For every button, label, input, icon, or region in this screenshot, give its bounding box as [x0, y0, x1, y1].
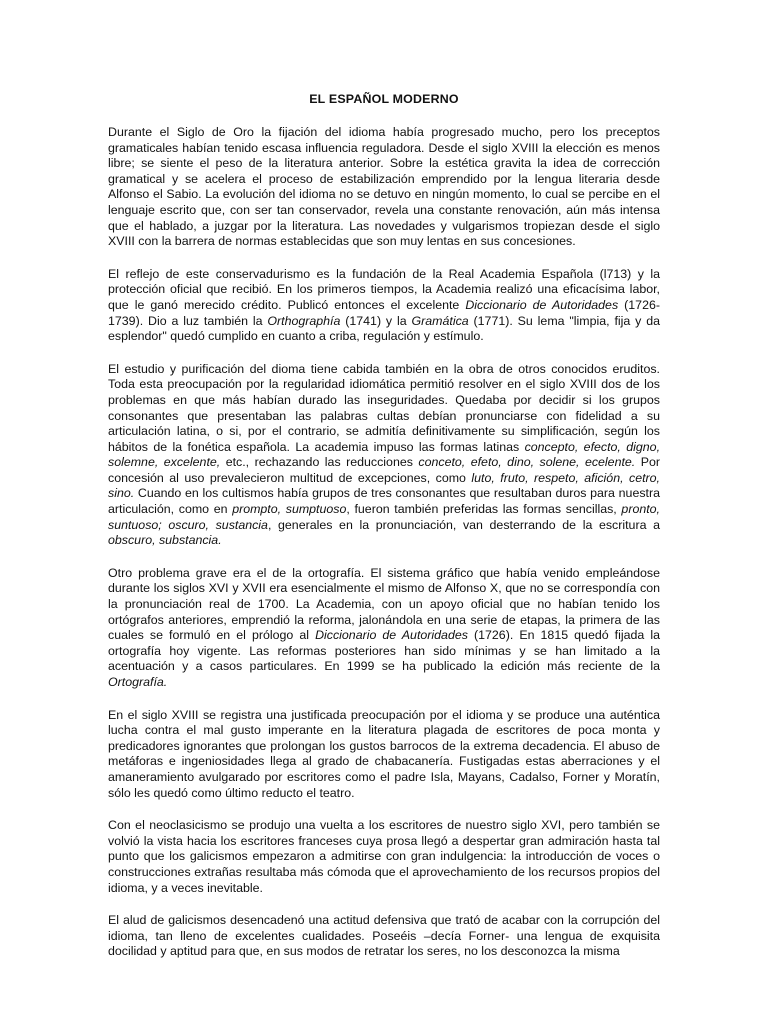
italic-words: prompto, sumptuoso [232, 502, 347, 517]
paragraph-4 [108, 566, 660, 691]
italic-words: concepto, efecto, digno, solemne, excelente, [108, 439, 661, 470]
paragraph-text: Con el neoclasicismo se produjo una vuelta a los escritores de nuestro siglo XVI, pero también se volvió la vista hacia los escritores franceses cuya prosa llegó a despertar gran admiración hasta tal punto que los galicismos empezaron a admitirse con gran indulgencia: la introducción de voces o construcciones extrañas resultaba más cómoda que el aprovechamiento de los recursos propios del idioma, y a veces inevitable. [108, 818, 660, 895]
paragraph-text: El estudio y purificación del dioma tiene cabida también en la obra de otros conocidos eruditos. Toda esta preocupación por la regularidad idiomática permitió resolver en el siglo XVIII dos de los problemas en que más habían durado las inseguridades. Quedaba por decidir si los grupos consonantes que presentaban las palabras cultas debían pronunciarse con fidelidad a su articulación latina, o si, por el contrario, se admitía definitivamente su simplificación, según los hábitos de la fonética española. La academia impuso las formas latinas [108, 361, 660, 454]
paragraph-text: En el siglo XVIII se registra una justificada preocupación por el idioma y se produce una auténtica lucha contra el mal gusto imperante en la literatura plagada de escritores de poca monta y predicadores ignorantes que prolongan los gustos barrocos de la extrema decadencia. El abuso de metáforas e ingeniosidades llega al grado de chabacanería. Fustigadas estas aberraciones y el amaneramiento avulgarado por escritores como el padre Isla, Mayans, Cadalso, Forner y Moratín, sólo les quedó como último reducto el teatro. [108, 707, 660, 800]
paragraph-6 [108, 818, 660, 896]
italic-words: pronto, suntuoso; oscuro, sustancia [108, 502, 660, 532]
paragraph-text: Durante el Siglo de Oro la fijación del idioma había progresado mucho, pero los preceptos gramaticales habían tenido escasa influencia reguladora. Desde el siglo XVIII la elección es menos libre; se siente el peso de la literatura anterior. Sobre la estética gravita la idea de corrección gramatical y se acelera el proceso de estabilización emprendido por la lengua literaria desde Alfonso el Sabio. La evolución del idioma no se detuvo en ningún momento, lo cual se percibe en el lenguaje escrito que, con ser tan conservador, revela una constante renovación, aún más intensa que el hablado, a juzgar por la literatura. Las novedades y vulgarismos tropiezan desde el siglo XVIII con la barrera de normas establecidas que son muy lentas en sus concesiones. [108, 125, 660, 249]
paragraph-2 [108, 267, 660, 345]
paragraph-text: (1726). En 1815 quedó fijada la ortografía hoy vigente. Las reformas posteriores han sido mínimas y se han limitado a la acentuación y a casos particulares. En 1999 se ha publicado la edición más reciente de la [108, 628, 661, 674]
paragraph-text: , generales en la pronunciación, van desterrando de la escritura a [267, 517, 660, 532]
italic-words: luto, fruto, respeto, afición, cetro, sino. [108, 470, 660, 501]
paragraph-1 [108, 125, 660, 250]
paragraph-5 [108, 708, 660, 802]
book-title-diccionario: Diccionario de Autoridades [315, 628, 468, 643]
paragraph-text: etc., rechazando las reducciones [220, 455, 419, 470]
book-title-ortografia: Ortografía. [108, 675, 168, 689]
paragraph-text: El alud de galicismos desencadenó una actitud defensiva que trató de acabar con la corrupción del idioma, tan lleno de excelentes cualidades. Poseéis –decía Forner- una lengua de exquisita docilidad y aptitud para que, en sus modos de retratar los seres, no los desconozca la misma [108, 913, 660, 959]
book-title-gramatica: Gramática [411, 313, 469, 328]
book-title-orthographia: Orthographía [267, 313, 341, 328]
paragraph-3 [108, 362, 660, 549]
paragraph-text: (1726-1739). Dio a luz también la [108, 297, 660, 328]
paragraph-7 [108, 913, 660, 960]
paragraph-text: , fueron también preferidas las formas sencillas, [346, 502, 622, 517]
paragraph-text: Otro problema grave era el de la ortografía. El sistema gráfico que había venido empleándose durante los siglos XVI y XVII era esencialmente el mismo de Alfonso X, que no se correspondía con la pronunciación real de 1700. La Academia, con un apoyo oficial que no habían tenido los ortógrafos anteriores, emprendió la reforma, jalonándola en una serie de etapas, la primera de las cuales se formuló en el prólogo al [108, 565, 660, 643]
paragraph-text: Cuando en los cultismos había grupos de tres consonantes que resultaban duros para nuestra articulación, como en [108, 486, 660, 517]
paragraph-text: Por concesión al uso prevalecieron multitud de excepciones, como [108, 455, 660, 485]
paragraph-text: (1771). Su lema "limpia, fija y da esplendor" quedó cumplido en cuanto a criba, regulación y estímulo. [108, 313, 661, 344]
paragraph-text: El reflejo de este conservadurismo es la fundación de la Real Academia Española (l713) y la protección oficial que recibió. En los primeros tiempos, la Academia realizó una eficacísima labor, que le ganó merecido crédito. Publicó entonces el excelente [108, 266, 660, 312]
italic-words: obscuro, substancia. [108, 533, 222, 548]
book-title-diccionario: Diccionario de Autoridades [465, 297, 619, 312]
document-title: EL ESPAÑOL MODERNO [309, 92, 459, 106]
italic-words: conceto, efeto, dino, solene, ecelente. [418, 455, 636, 470]
paragraph-text: (1741) y la [340, 313, 412, 328]
